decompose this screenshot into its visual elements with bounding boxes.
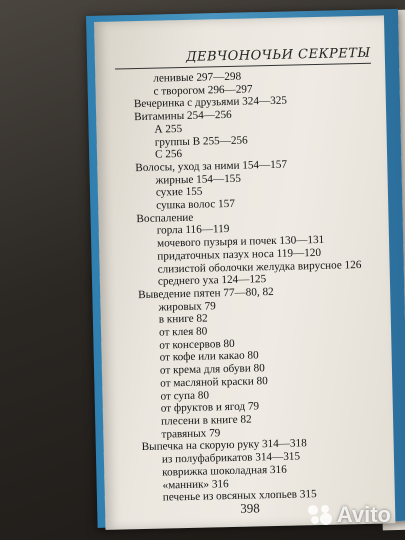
- index-subentry: плесени в книге 82: [160, 413, 252, 428]
- index-subentry: «манник» 316: [162, 477, 229, 492]
- index-subentry: сухие 155: [155, 185, 203, 199]
- index-subentry: ленивые 297—298: [153, 70, 242, 85]
- avito-logo-icon: [307, 504, 333, 526]
- index-heading: Выпечка на скорую руку 314—318: [141, 437, 307, 454]
- index-subentry: среднего уха 124—125: [157, 273, 267, 288]
- index-subentry: от крема для обуви 80: [159, 362, 265, 377]
- index-subentry: придаточных пазух носа 119—120: [157, 246, 322, 263]
- index-heading: Вечеринка с друзьями 324—325: [133, 95, 288, 111]
- index-subentry: горла 116—119: [156, 223, 230, 238]
- avito-watermark: [307, 502, 391, 528]
- index-subentry: от консервов 80: [159, 337, 235, 352]
- index-subentry: мочевого пузыря и почек 130—131: [156, 233, 325, 250]
- index-subentry: с творогом 296—297: [153, 83, 253, 98]
- index-subentry: от фруктов и ягод 79: [160, 400, 260, 415]
- index-subentry: в книге 82: [158, 312, 208, 326]
- index-subentry: группы В 255—256: [154, 134, 248, 149]
- index-subentry: слизистой оболочки желудка вирусное 126: [157, 258, 362, 276]
- running-header: ДЕВЧОНОЧЬИ СЕКРЕТЫ: [115, 46, 371, 70]
- index-heading: Волосы, уход за ними 154—157: [135, 158, 288, 175]
- index-subentry: печенье из овсяных хлопьев 315: [162, 488, 317, 504]
- index-entries: [95, 67, 395, 505]
- index-heading: Витамины 254—256: [134, 109, 232, 124]
- index-subentry: от кофе или какао 80: [159, 349, 259, 365]
- index-heading: Воспаление: [136, 211, 194, 225]
- index-subentry: травяных 79: [161, 426, 221, 441]
- index-subentry: жировых 79: [158, 299, 216, 314]
- index-subentry: жирные 154—155: [155, 172, 242, 187]
- index-subentry: от супа 80: [160, 389, 210, 403]
- page-number: 398: [240, 500, 260, 516]
- index-subentry: сушка волос 157: [156, 197, 236, 212]
- index-subentry: из полуфабрикатов 314—315: [161, 450, 301, 466]
- index-subentry: от масляной краски 80: [160, 375, 268, 390]
- index-subentry: А 255: [154, 122, 183, 136]
- index-subentry: С 256: [154, 148, 183, 161]
- book-page: [94, 15, 395, 529]
- watermark-text: Avito: [336, 502, 391, 527]
- index-subentry: коврижка шоколадная 316: [162, 463, 287, 479]
- index-heading: Выведение пятен 77—80, 82: [138, 285, 274, 302]
- index-subentry: от клея 80: [158, 325, 208, 339]
